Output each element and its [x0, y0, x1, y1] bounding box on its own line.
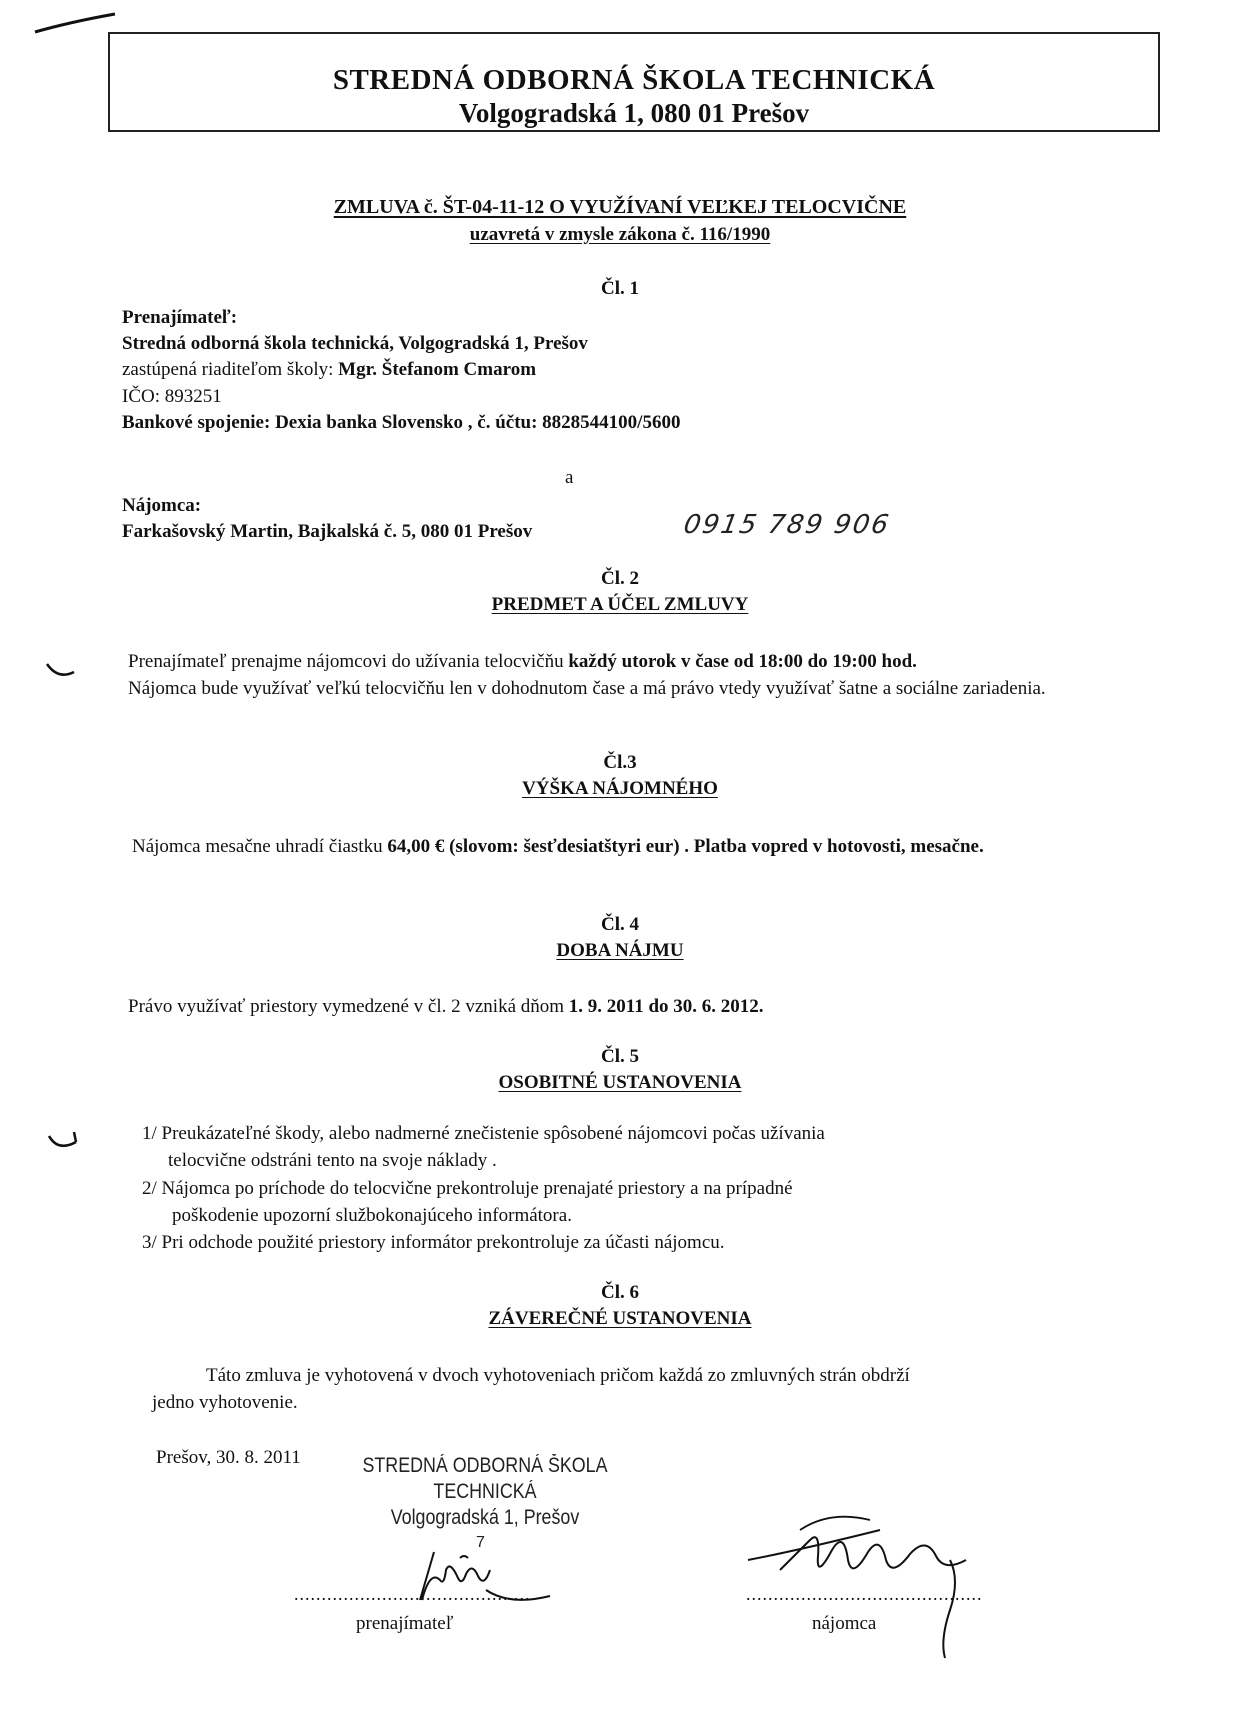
art5-item3: 3/ Pri odchode použité priestory informátor prekontroluje za účasti nájomcu. [142, 1232, 725, 1253]
art5-item2-line2: poškodenie upozorní službokonajúceho informátora. [172, 1205, 572, 1226]
art6-paragraph-line1: Táto zmluva je vyhotovená v dvoch vyhotoveniach pričom každá zo zmluvných strán obdrží [206, 1365, 910, 1386]
art2-title: PREDMET A ÚČEL ZMLUVY [491, 594, 749, 615]
tenant-label: Nájomca: [122, 495, 202, 516]
art5-item1-line1: 1/ Preukázateľné škody, alebo nadmerné znečistenie spôsobené nájomcovi počas užívania [142, 1123, 825, 1144]
landlord-signature-line: ........................................... [294, 1584, 531, 1604]
header-box [108, 32, 1160, 132]
represented-name: Mgr. Štefanom Cmarom [338, 359, 537, 380]
represented-line [122, 356, 536, 383]
represented-prefix: zastúpená riaditeľom školy: [122, 359, 339, 380]
bank-details: Bankové spojenie: Dexia banka Slovensko , č. účtu: 8828544100/5600 [122, 412, 681, 433]
place-date: Prešov, 30. 8. 2011 [156, 1447, 301, 1468]
school-address: Volgogradská 1, 080 01 Prešov [458, 98, 810, 128]
landlord-label: Prenajímateľ: [122, 307, 238, 328]
art6-heading: Čl. 6 [601, 1282, 639, 1303]
handwritten-phone: 0915 789 906 [681, 510, 893, 540]
art2-heading: Čl. 2 [601, 568, 639, 589]
stamp-line1: STREDNÁ ODBORNÁ ŠKOLA [362, 1454, 608, 1477]
stamp-number: 7 [476, 1534, 485, 1551]
margin-mark [46, 1130, 80, 1156]
tenant-name: Farkašovský Martin, Bajkalská č. 5, 080 01 Prešov [122, 521, 533, 542]
art5-item2-line1: 2/ Nájomca po príchode do telocvične prekontroluje prenajaté priestory a na prípadné [142, 1178, 793, 1199]
art4-paragraph: Právo využívať priestory vymedzené v čl. 2 vzniká dňom 1. 9. 2011 do 30. 6. 2012. [128, 996, 764, 1017]
tenant-signature-line: ........................................... [746, 1584, 983, 1604]
art3-paragraph: Nájomca mesačne uhradí čiastku 64,00 € (slovom: šesťdesiatštyri eur) . Platba vopred v hotovosti, mesačne. [132, 836, 984, 857]
stamp-line3: Volgogradská 1, Prešov [390, 1506, 580, 1529]
school-name: STREDNÁ ODBORNÁ ŠKOLA TECHNICKÁ [332, 64, 936, 96]
art5-heading: Čl. 5 [601, 1046, 639, 1067]
scan-mark [30, 8, 120, 38]
school-stamp [330, 1454, 640, 1530]
stamp-line2: TECHNICKÁ [433, 1480, 537, 1503]
art3-heading: Čl.3 [603, 752, 637, 773]
contract-title: ZMLUVA č. ŠT-04-11-12 O VYUŽÍVANÍ VEĽKEJ TELOCVIČNE [333, 196, 907, 218]
margin-mark [44, 660, 78, 682]
ico-number: IČO: 893251 [122, 386, 222, 407]
landlord-sign-label: prenajímateľ [356, 1613, 454, 1634]
art2-paragraph2: Nájomca bude využívať veľkú telocvičňu len v dohodnutom čase a má právo vtedy využívať šatne a sociálne zariadenia. [128, 678, 1046, 699]
conjunction-and: a [565, 467, 574, 488]
tenant-sign-label: nájomca [812, 1613, 877, 1634]
art4-heading: Čl. 4 [601, 914, 639, 935]
art6-paragraph-line2: jedno vyhotovenie. [152, 1392, 298, 1413]
art2-paragraph1: Prenajímateľ prenajme nájomcovi do užívania telocvičňu každý utorok v čase od 18:00 do 19:00 hod. [128, 651, 917, 672]
art5-title: OSOBITNÉ USTANOVENIA [498, 1072, 742, 1093]
contract-subtitle: uzavretá v zmysle zákona č. 116/1990 [469, 224, 771, 245]
art5-item1-line2: telocvične odstráni tento na svoje náklady . [168, 1150, 497, 1171]
art3-title: VÝŠKA NÁJOMNÉHO [522, 778, 718, 799]
art1-heading: Čl. 1 [601, 278, 639, 299]
art6-title: ZÁVEREČNÉ USTANOVENIA [488, 1308, 752, 1329]
art4-title: DOBA NÁJMU [556, 940, 684, 961]
landlord-name: Stredná odborná škola technická, Volgogradská 1, Prešov [122, 333, 588, 354]
